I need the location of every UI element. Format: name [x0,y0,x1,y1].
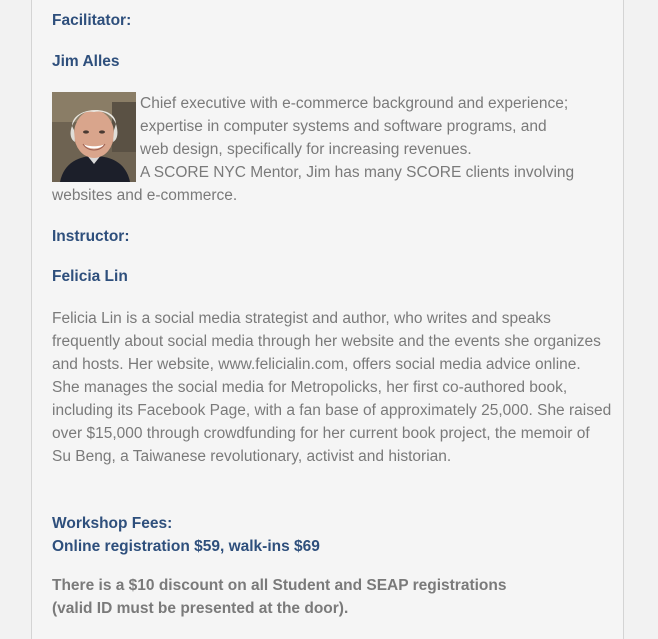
facilitator-name: Jim Alles [52,53,120,70]
facilitator-portrait-image [52,92,136,182]
facilitator-bio-line: A SCORE NYC Mentor, Jim has many SCORE clients involving [140,164,575,181]
facilitator-bio [52,92,607,207]
instructor-name: Felicia Lin [52,268,128,285]
workshop-fees [52,512,320,558]
discount-line: (valid ID must be presented at the door). [52,600,349,617]
fees-heading: Workshop Fees: [52,515,173,532]
fees-pricing: Online registration $59, walk-ins $69 [52,538,320,555]
facilitator-bio-line: Chief executive with e-commerce background and experience; [140,95,569,112]
facilitator-heading: Facilitator: [52,12,132,29]
instructor-bio: Felicia Lin is a social media strategist and author, who writes and speaks frequently about social media through her website and the events she organizes and hosts. Her website, www.felicialin.com, offers social media advice online. She manages the social media for Metropolicks, her first co-authored book, including its Facebook Page, with a fan base of approximately 25,000. She raised over $15,000 through crowdfunding for her current book project, the memoir of Su Beng, a Taiwanese revolutionary, activist and historian. [52,310,612,465]
discount-notice [52,574,507,620]
discount-line: There is a $10 discount on all Student and SEAP registrations [52,577,507,594]
facilitator-bio-line: expertise in computer systems and software programs, and [140,118,547,135]
instructor-heading: Instructor: [52,228,130,245]
facilitator-bio-line: web design, specifically for increasing revenues. [140,141,472,158]
facilitator-photo [52,92,136,182]
facilitator-bio-line: websites and e-commerce. [52,187,238,204]
